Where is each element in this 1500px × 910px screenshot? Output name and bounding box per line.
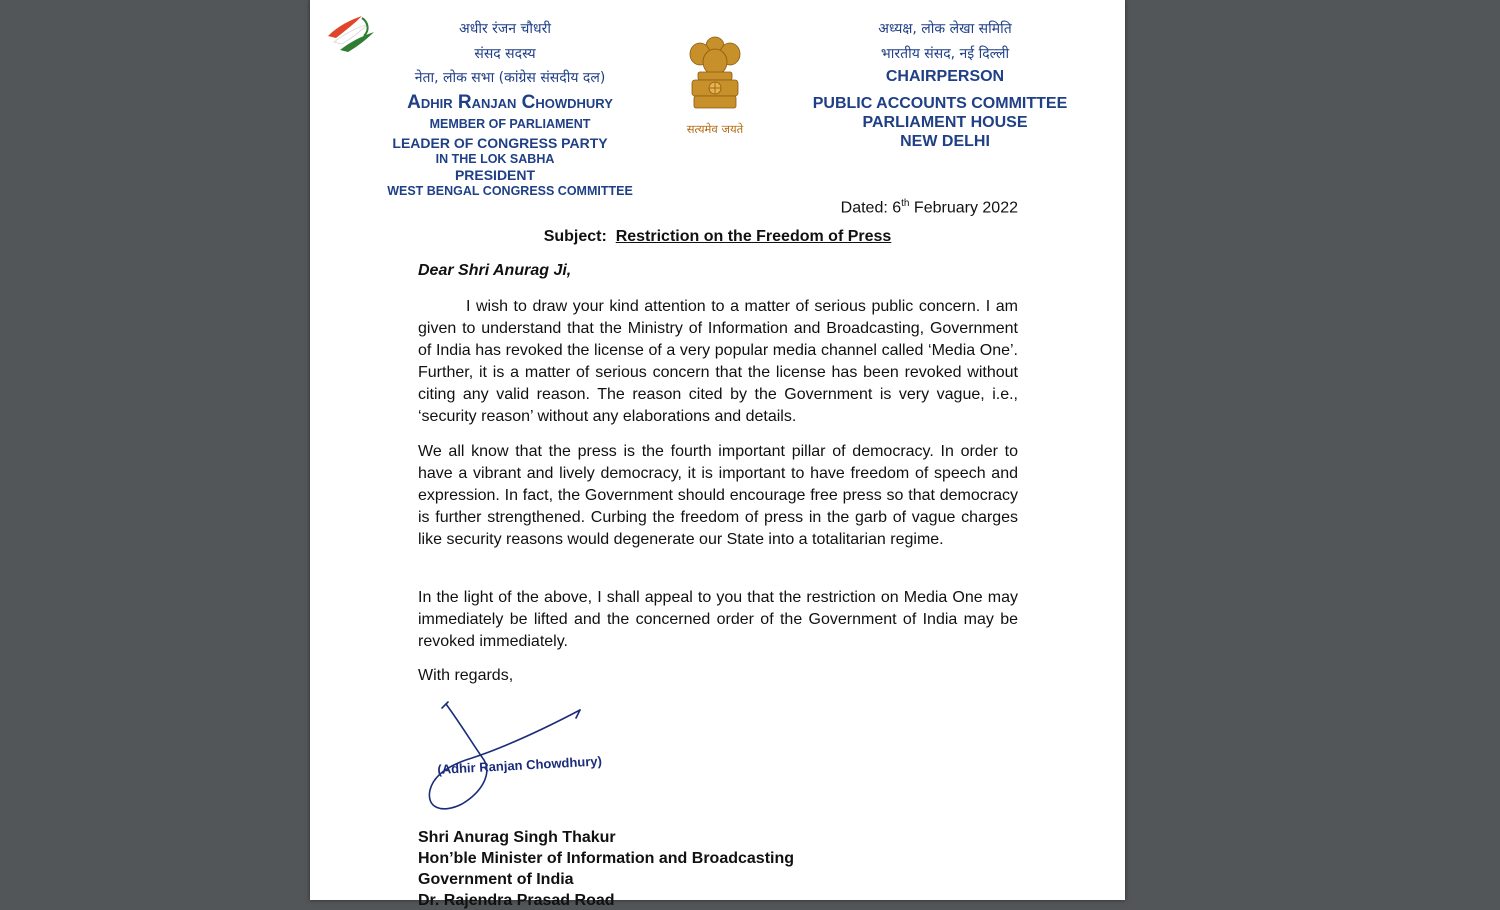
recipient-title: Hon’ble Minister of Information and Broadcasting bbox=[418, 850, 795, 867]
parliament-house: PARLIAMENT HOUSE bbox=[862, 114, 1028, 131]
sender-line-leader: LEADER OF CONGRESS PARTY bbox=[392, 135, 608, 151]
sender-line-member: MEMBER OF PARLIAMENT bbox=[429, 117, 591, 131]
recipient-org: Government of India bbox=[418, 871, 574, 888]
paragraph-3: In the light of the above, I shall appeal to you that the restriction on Media One may immediately be lifted and the concerned order of the Government of India may be revoked immediately. bbox=[418, 589, 1018, 650]
recipient-address: Dr. Rajendra Prasad Road bbox=[418, 892, 615, 909]
left-hindi-name: अधीर रंजन चौधरी bbox=[459, 21, 551, 37]
chairperson-label: CHAIRPERSON bbox=[885, 68, 1005, 85]
congress-logo-icon bbox=[324, 12, 380, 58]
letter-date: Dated: 6th February 2022 bbox=[840, 198, 1018, 217]
salutation: Dear Shri Anurag Ji, bbox=[418, 262, 572, 279]
paragraph-1: I wish to draw your kind attention to a matter of serious public concern. I am given to understand that the Ministry of Information and Broadcasting, Government of India has revoked the license of a very popular media channel called ‘Media One’. Further, it is a matter of serious concern that the license has been revoked without citing any valid reason. The reason cited by the Government is very vague, i.e., ‘security reason’ without any elaborations and details. bbox=[418, 298, 1018, 425]
right-hindi-place: भारतीय संसद, नई दिल्ली bbox=[880, 46, 1010, 62]
right-hindi-role: अध्यक्ष, लोक लेखा समिति bbox=[878, 21, 1012, 37]
sender-line-lok-sabha: IN THE LOK SABHA bbox=[435, 152, 555, 166]
document-page bbox=[310, 0, 1125, 909]
left-hindi-role: नेता, लोक सभा (कांग्रेस संसदीय दल) bbox=[414, 70, 606, 86]
sender-line-wbcc: WEST BENGAL CONGRESS COMMITTEE bbox=[387, 184, 633, 198]
committee-name: PUBLIC ACCOUNTS COMMITTEE bbox=[812, 95, 1068, 112]
paragraph-2: We all know that the press is the fourth important pillar of democracy. In order to have a vibrant and lively democracy, it is important to have freedom of speech and expression. In fact, the Government should encourage free press so that democracy is further strengthened. Curbing the freedom of press in the garb of vague charges like security reasons would degenerate our State into a totalitarian regime. bbox=[418, 443, 1018, 548]
subject-label: Subject: bbox=[543, 228, 607, 245]
left-hindi-title: संसद सदस्य bbox=[474, 46, 536, 62]
national-emblem-icon bbox=[682, 32, 748, 124]
signature-name: (Adhir Ranjan Chowdhury) bbox=[437, 753, 603, 777]
closing: With regards, bbox=[418, 667, 514, 684]
sender-line-president: PRESIDENT bbox=[454, 167, 536, 183]
subject-line bbox=[310, 228, 1125, 246]
subject-text: Restriction on the Freedom of Press bbox=[615, 228, 892, 245]
emblem-motto: सत्यमेव जयते bbox=[686, 122, 744, 136]
city-name: NEW DELHI bbox=[900, 133, 990, 150]
sender-name: Adhir Ranjan Chowdhury bbox=[407, 92, 613, 113]
recipient-name: Shri Anurag Singh Thakur bbox=[418, 829, 616, 846]
